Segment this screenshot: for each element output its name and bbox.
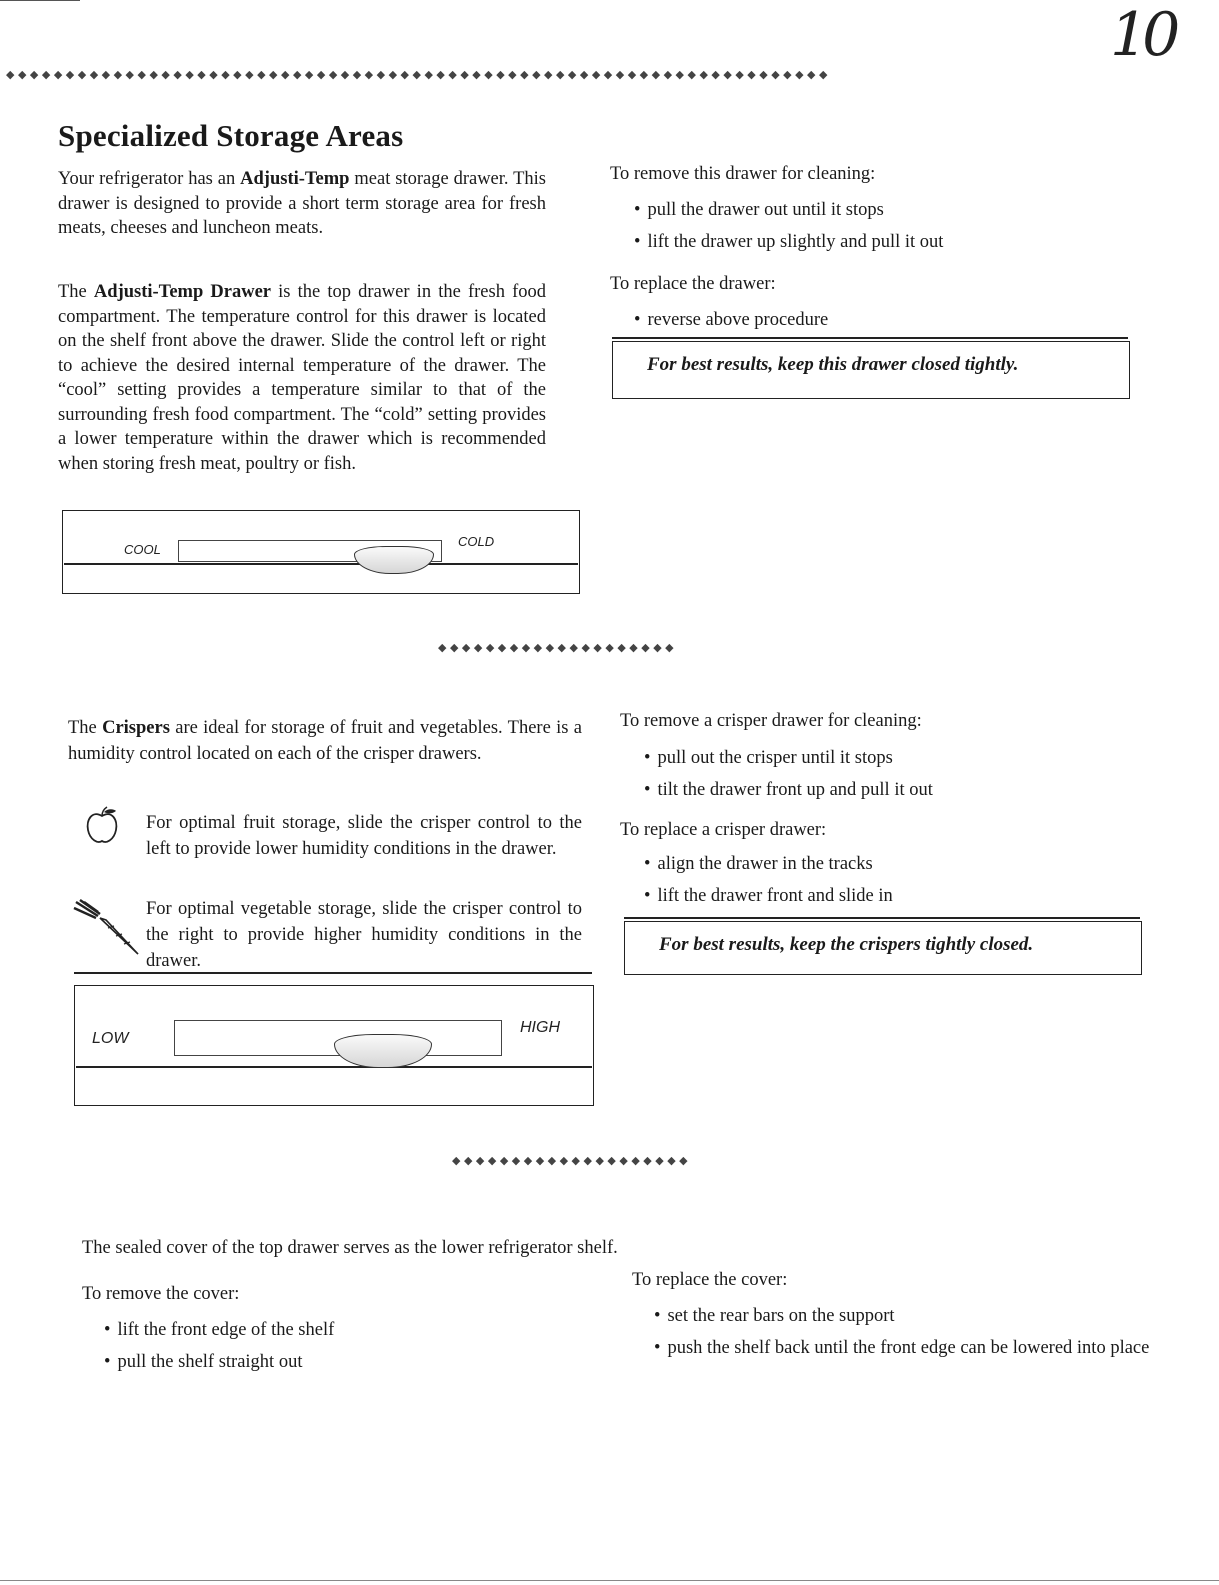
temp-slider-rail — [64, 563, 578, 565]
crisper-note-top-rule — [624, 917, 1140, 919]
list-item: • lift the drawer up slightly and pull it out — [634, 230, 943, 254]
top-edge-rule — [0, 0, 80, 1]
list-item: • tilt the drawer front up and pull it out — [644, 778, 933, 802]
remove-drawer-steps — [634, 198, 943, 262]
temp-cold-label: COLD — [458, 534, 495, 549]
replace-cover-steps — [654, 1304, 1154, 1368]
carrot-icon — [72, 898, 144, 958]
bottom-edge-rule — [0, 1580, 1219, 1581]
apple-icon — [84, 806, 120, 846]
remove-crisper-steps — [644, 746, 933, 810]
temp-cool-label: COOL — [124, 542, 161, 557]
list-item: • lift the front edge of the shelf — [104, 1318, 334, 1342]
replace-crisper-heading: To replace a crisper drawer: — [620, 820, 827, 840]
page-title: Specialized Storage Areas — [58, 118, 404, 153]
replace-drawer-heading: To replace the drawer: — [610, 274, 776, 294]
list-item: • pull out the crisper until it stops — [644, 746, 933, 770]
crispers-intro: The Crispers are ideal for storage of fruit and vegetables. There is a humidity control located on each of the crisper drawers. — [68, 718, 582, 764]
humidity-high-label: HIGH — [520, 1019, 560, 1036]
adjusti-temp-intro: Your refrigerator has an Adjusti-Temp meat storage drawer. This drawer is designed to provide a short term storage area for fresh meats, cheeses and luncheon meats. — [58, 169, 546, 238]
drawer-tip-box: For best results, keep this drawer closed tightly. — [612, 341, 1130, 399]
vegetable-storage-tip: For optimal vegetable storage, slide the crisper control to the right to provide higher humidity conditions in the drawer. — [146, 899, 582, 971]
humidity-panel-top-rule — [74, 972, 592, 974]
replace-drawer-steps — [634, 308, 828, 340]
replace-crisper-steps — [644, 852, 893, 916]
list-item: • pull the drawer out until it stops — [634, 198, 943, 222]
humidity-slider-rail — [76, 1066, 592, 1068]
remove-drawer-heading: To remove this drawer for cleaning: — [610, 164, 876, 184]
list-item: • lift the drawer front and slide in — [644, 884, 893, 908]
remove-cover-steps — [104, 1318, 334, 1382]
humidity-low-label: LOW — [92, 1030, 129, 1047]
fruit-storage-tip: For optimal fruit storage, slide the crisper control to the left to provide lower humidity conditions in the drawer. — [146, 813, 582, 859]
page-number: 10 — [1110, 0, 1175, 70]
remove-cover-heading: To remove the cover: — [82, 1284, 240, 1304]
list-item: • push the shelf back until the front edge can be lowered into place — [654, 1336, 1154, 1360]
note-top-rule — [612, 337, 1128, 339]
list-item: • reverse above procedure — [634, 308, 828, 332]
middle-divider-1: ◆ ◆ ◆ ◆ ◆ ◆ ◆ ◆ ◆ ◆ ◆ ◆ ◆ ◆ ◆ ◆ ◆ ◆ ◆ ◆ — [438, 641, 674, 654]
top-divider: ◆ ◆ ◆ ◆ ◆ ◆ ◆ ◆ ◆ ◆ ◆ ◆ ◆ ◆ ◆ ◆ ◆ ◆ ◆ ◆ ◆ ◆ ◆ ◆ ◆ ◆ ◆ ◆ ◆ ◆ ◆ ◆ ◆ ◆ ◆ ◆ ◆ ◆ ◆ ◆ ◆ ◆ ◆ ◆ ◆ ◆ ◆ ◆ ◆ ◆ ◆ ◆ ◆ ◆ ◆ ◆ ◆ ◆ ◆ ◆ ◆ ◆ ◆ ◆ ◆ ◆ ◆ ◆ ◆ — [6, 68, 828, 81]
list-item: • pull the shelf straight out — [104, 1350, 334, 1374]
remove-crisper-heading: To remove a crisper drawer for cleaning: — [620, 711, 922, 731]
adjusti-temp-description: The Adjusti-Temp Drawer is the top drawer in the fresh food compartment. The temperature control for this drawer is located on the shelf front above the drawer. Slide the control left or right to achieve the desired internal temperature of the drawer. The “cool” setting provides a temperature similar to that of the surrounding fresh food compartment. The “cold” setting provides a lower temperature within the drawer which is recommended when storing fresh meat, poultry or fish. — [58, 282, 547, 474]
replace-cover-heading: To replace the cover: — [632, 1270, 788, 1290]
middle-divider-2: ◆ ◆ ◆ ◆ ◆ ◆ ◆ ◆ ◆ ◆ ◆ ◆ ◆ ◆ ◆ ◆ ◆ ◆ ◆ ◆ — [452, 1154, 688, 1167]
crisper-tip-box: For best results, keep the crispers tightly closed. — [624, 921, 1142, 975]
list-item: • set the rear bars on the support — [654, 1304, 1154, 1328]
list-item: • align the drawer in the tracks — [644, 852, 893, 876]
shelf-cover-intro: The sealed cover of the top drawer serves as the lower refrigerator shelf. — [82, 1238, 618, 1258]
